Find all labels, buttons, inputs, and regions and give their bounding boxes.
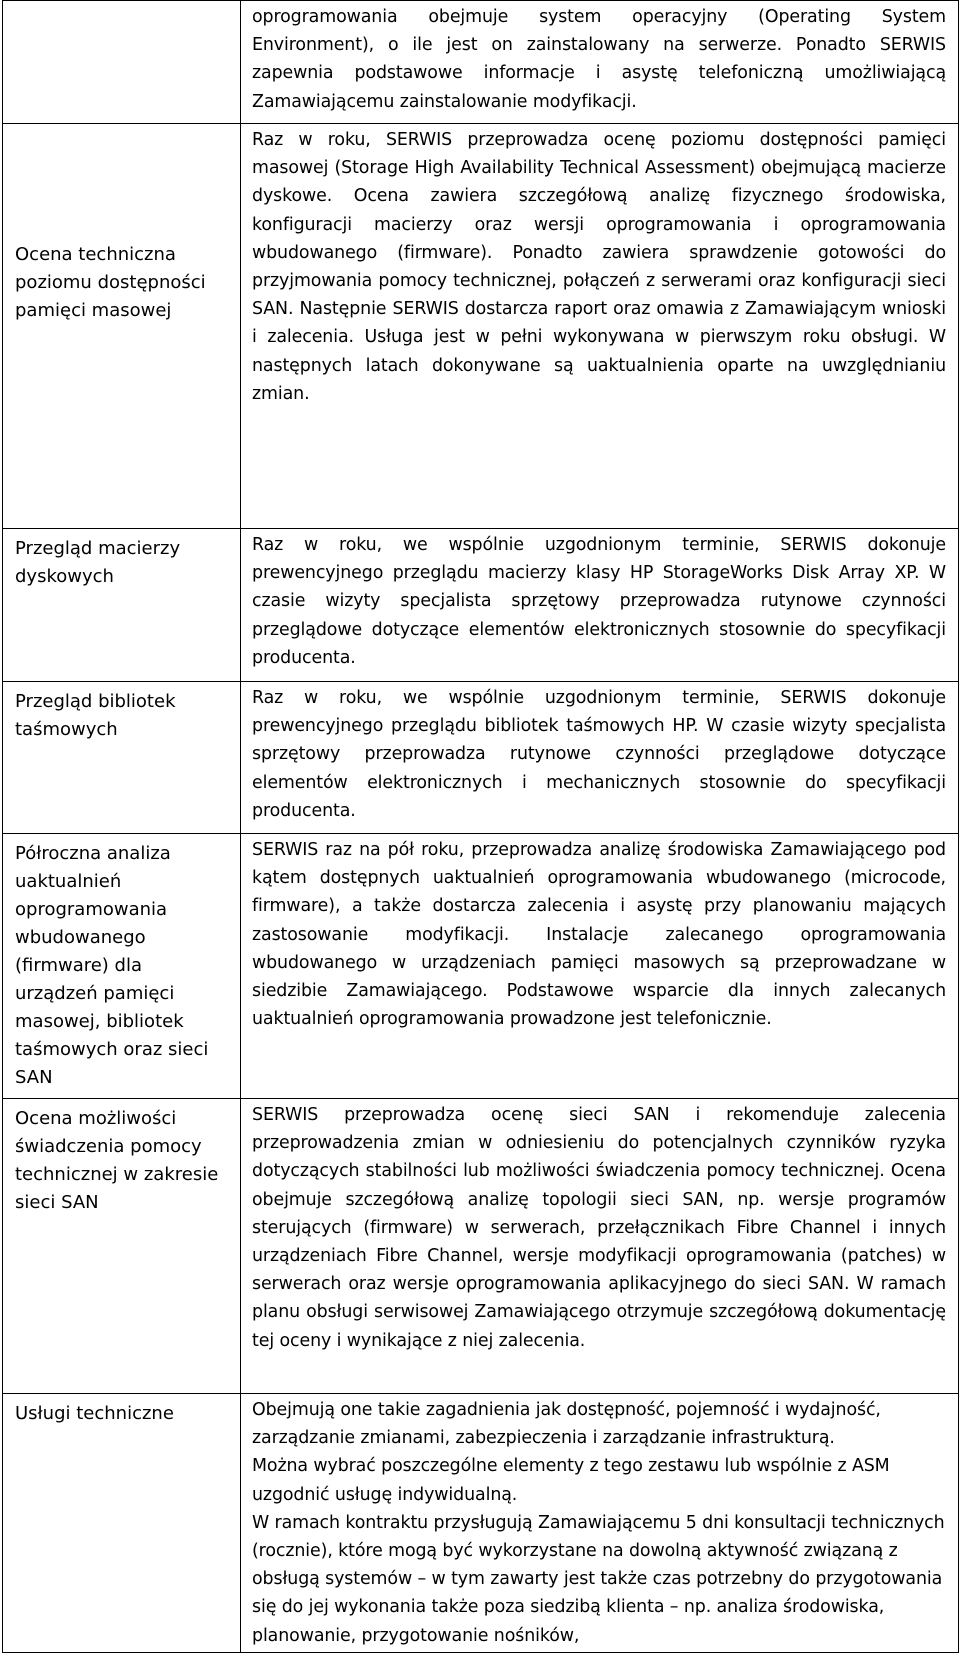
service-name-cell — [3, 529, 241, 682]
service-name-cell — [3, 1394, 241, 1653]
service-description-cell — [241, 1, 959, 124]
service-name-cell — [3, 834, 241, 1099]
service-description-paragraph: Obejmują one takie zagadnienia jak dostępność, pojemność i wydajność, zarządzanie zmianami, zabezpieczenia i zarządzanie infrastrukturą. — [252, 1400, 881, 1449]
service-name: Ocena techniczna poziomu dostępności pamięci masowej — [15, 244, 206, 321]
service-description-cell — [241, 682, 959, 834]
table-row — [3, 529, 959, 682]
service-description: SERWIS przeprowadza ocenę sieci SAN i rekomenduje zalecenia przeprowadzenia zmian w odniesieniu do potencjalnych czynników ryzyka dotyczących stabilności lub możliwości świadczenia pomocy technicznej. Ocena obejmuje szczegółową analizę topologii sieci SAN, np. wersje programów sterujących (firmware) w serwerach, przełącznikach Fibre Channel i innych urządzeniach Fibre Channel, wersje modyfikacji oprogramowania (patches) w serwerach oraz wersje oprogramowania aplikacyjnego do sieci SAN. W ramach planu obsługi serwisowej Zamawiającego otrzymuje szczegółową dokumentację tej oceny i wynikające z niej zalecenia. — [252, 1105, 946, 1351]
table-row — [3, 1099, 959, 1394]
service-name-cell — [3, 1, 241, 124]
service-description-paragraph: Można wybrać poszczególne elementy z tego zestawu lub wspólnie z ASM uzgodnić usługę indywidualną. — [252, 1456, 890, 1505]
service-table — [2, 0, 959, 1653]
service-name: Przegląd bibliotek taśmowych — [15, 691, 176, 740]
service-description-cell — [241, 529, 959, 682]
table-row — [3, 124, 959, 529]
service-name-cell — [3, 124, 241, 529]
service-description-paragraph: W ramach kontraktu przysługują Zamawiającemu 5 dni konsultacji technicznych (rocznie), które mogą być wykorzystane na dowolną aktywność związaną z obsługą systemów – w tym zawarty jest także czas potrzebny do przygotowania się do jej wykonania także poza siedzibą klienta – np. analiza środowiska, planowanie, przygotowanie nośników, — [252, 1512, 945, 1646]
service-name: Ocena możliwości świadczenia pomocy technicznej w zakresie sieci SAN — [15, 1108, 219, 1213]
service-description: oprogramowania obejmuje system operacyjny (Operating System Environment), o ile jest on zainstalowany na serwerze. Ponadto SERWIS zapewnia podstawowe informacje i asystę telefoniczną umożliwiającą Zamawiającemu zainstalowanie modyfikacji. — [252, 7, 946, 112]
service-name: Przegląd macierzy dyskowych — [15, 538, 181, 587]
service-name-cell — [3, 682, 241, 834]
service-description: Raz w roku, SERWIS przeprowadza ocenę poziomu dostępności pamięci masowej (Storage High Availability Technical Assessment) obejmującą macierze dyskowe. Ocena zawiera szczegółową analizę fizycznego środowiska, konfiguracji macierzy oraz wersji oprogramowania i oprogramowania wbudowanego (firmware). Ponadto zawiera sprawdzenie gotowości do przyjmowania pomocy technicznej, połączeń z serwerami oraz konfiguracji sieci SAN. Następnie SERWIS dostarcza raport oraz omawia z Zamawiającym wnioski i zalecenia. Usługa jest w pełni wykonywana w pierwszym roku obsługi. W następnych latach dokonywane są uaktualnienia oparte na uwzględnianiu zmian. — [252, 130, 946, 404]
table-row — [3, 1, 959, 124]
table-row — [3, 1394, 959, 1653]
table-row — [3, 682, 959, 834]
service-description-cell — [241, 1394, 959, 1653]
service-description-cell — [241, 1099, 959, 1394]
service-name-cell — [3, 1099, 241, 1394]
service-description: SERWIS raz na pół roku, przeprowadza analizę środowiska Zamawiającego pod kątem dostępnych uaktualnień oprogramowania wbudowanego (microcode, firmware), a także dostarcza zalecenia i asystę przy planowaniu mających zastosowanie modyfikacji. Instalacje zalecanego oprogramowania wbudowanego w urządzeniach pamięci masowych są przeprowadzane w siedzibie Zamawiającego. Podstawowe wsparcie dla innych zalecanych uaktualnień oprogramowania prowadzone jest telefonicznie. — [252, 840, 946, 1030]
service-description: Raz w roku, we wspólnie uzgodnionym terminie, SERWIS dokonuje prewencyjnego przeglądu bibliotek taśmowych HP. W czasie wizyty specjalista sprzętowy przeprowadza rutynowe czynności przeglądowe dotyczące elementów elektronicznych i mechanicznych stosownie do specyfikacji producenta. — [252, 688, 946, 821]
table-row — [3, 834, 959, 1099]
service-name: Półroczna analiza uaktualnień oprogramowania wbudowanego (firmware) dla urządzeń pamięci masowej, bibliotek taśmowych oraz sieci SAN — [15, 843, 209, 1088]
service-name: Usługi techniczne — [15, 1403, 174, 1424]
service-description-cell — [241, 124, 959, 529]
service-description-cell — [241, 834, 959, 1099]
service-description: Raz w roku, we wspólnie uzgodnionym terminie, SERWIS dokonuje prewencyjnego przeglądu macierzy klasy HP StorageWorks Disk Array XP. W czasie wizyty specjalista sprzętowy przeprowadza rutynowe czynności przeglądowe dotyczące elementów elektronicznych stosownie do specyfikacji producenta. — [252, 535, 946, 668]
